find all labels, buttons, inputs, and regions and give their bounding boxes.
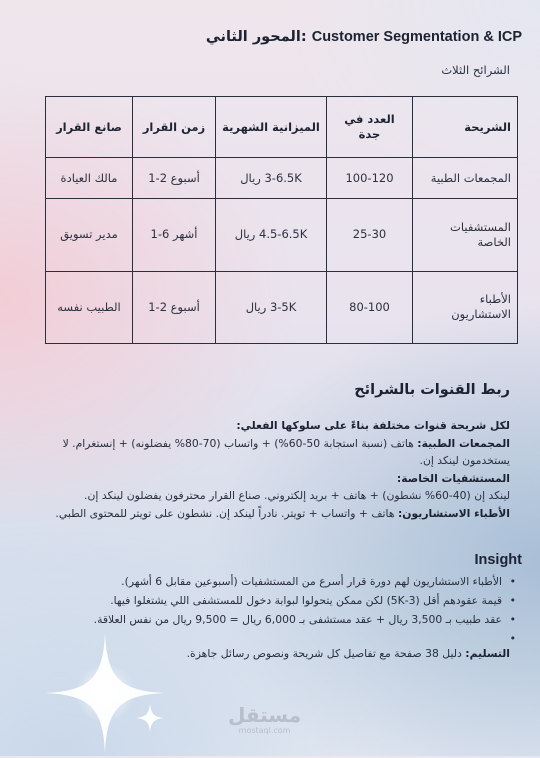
small-sparkle-icon	[134, 702, 166, 734]
delivery-label: التسليم:	[465, 647, 510, 660]
medical-complexes-text: هاتف (نسبة استجابة 50-60%) + واتساب (70-80% يفضلونه) + إنستغرام. لا يستخدمون لينكد إن.	[62, 436, 510, 467]
cell-budget: 4.5-6.5K ريال	[216, 199, 327, 271]
page-subtitle: الشرائح الثلاث	[441, 63, 510, 77]
cell-decision-maker: مالك العيادة	[46, 158, 133, 199]
medical-complexes-label: المجمعات الطبية:	[417, 436, 510, 450]
cell-budget: 3-5K ريال	[216, 271, 327, 343]
delivery-line	[187, 647, 510, 660]
insight-item: • الأطباء الاستشاريون لهم دورة قرار أسرع من المستشفيات (أسبوعين مقابل 6 أشهر).	[20, 572, 502, 591]
cell-decision-maker: الطبيب نفسه	[46, 271, 133, 343]
cell-budget: 3-6.5K ريال	[216, 158, 327, 199]
cell-count: 25-30	[327, 199, 413, 271]
consultants-paragraph	[30, 505, 510, 523]
cell-count: 100-120	[327, 158, 413, 199]
channels-section-title: ربط القنوات بالشرائح	[354, 382, 510, 398]
header-count: العدد في جدة	[327, 97, 413, 158]
watermark-latin: mostaql.com	[238, 726, 291, 735]
cell-segment: الأطباء الاستشاريون	[413, 271, 518, 343]
cell-segment: المجمعات الطبية	[413, 158, 518, 199]
page-title-english: Customer Segmentation & ICP	[311, 29, 522, 45]
private-hospitals-label: المستشفيات الخاصة:	[396, 471, 510, 485]
segments-table	[45, 96, 518, 344]
delivery-text: دليل 38 صفحة مع تفاصيل كل شريحة ونصوص رسائل جاهزة.	[186, 647, 462, 660]
header-segment: الشريحة	[413, 97, 518, 158]
table-row	[46, 199, 518, 271]
medical-complexes-paragraph	[30, 435, 510, 470]
cell-decision-time: أسبوع 2-1	[133, 271, 216, 343]
insight-item: • قيمة عقودهم أقل (3-5K) لكن ممكن يتحولوا لبوابة دخول للمستشفى اللي يشتغلوا فيها.	[20, 591, 502, 610]
header-decision-maker: صانع القرار	[46, 97, 133, 158]
cell-count: 80-100	[327, 271, 413, 343]
watermark-logo	[228, 704, 301, 735]
large-sparkle-icon	[40, 628, 170, 758]
cell-decision-time: أشهر 6-1	[133, 199, 216, 271]
channels-intro: لكل شريحة قنوات مختلفة بناءً على سلوكها الفعلي:	[236, 419, 510, 432]
table-header-row	[46, 97, 518, 158]
insight-item: • عقد طبيب بـ 3,500 ريال + عقد مستشفى بـ 6,000 ريال = 9,500 ريال من نفس العلاقة.	[20, 610, 502, 629]
page-title	[206, 29, 522, 45]
insight-title: Insight	[474, 552, 522, 568]
watermark-arabic: مستقل	[228, 703, 302, 727]
channels-body	[30, 417, 510, 522]
table-row	[46, 271, 518, 343]
consultants-label: الأطباء الاستشاريون:	[397, 506, 510, 520]
cell-decision-maker: مدير تسويق	[46, 199, 133, 271]
header-budget: الميزانية الشهرية	[216, 97, 327, 158]
page-title-arabic: المحور الثاني:	[205, 29, 307, 45]
header-decision-time: زمن القرار	[133, 97, 216, 158]
private-hospitals-text: لينكد إن (40-60% نشطون) + هاتف + بريد إلكتروني. صناع القرار محترفون يفضلون لينكد إن.	[84, 489, 510, 502]
table-row	[46, 158, 518, 199]
consultants-text: هاتف + واتساب + تويتر. نادراً لينكد إن. نشطون على تويتر للمحتوى الطبي.	[55, 506, 395, 520]
cell-segment: المستشفيات الخاصة	[413, 199, 518, 271]
cell-decision-time: أسبوع 2-1	[133, 158, 216, 199]
